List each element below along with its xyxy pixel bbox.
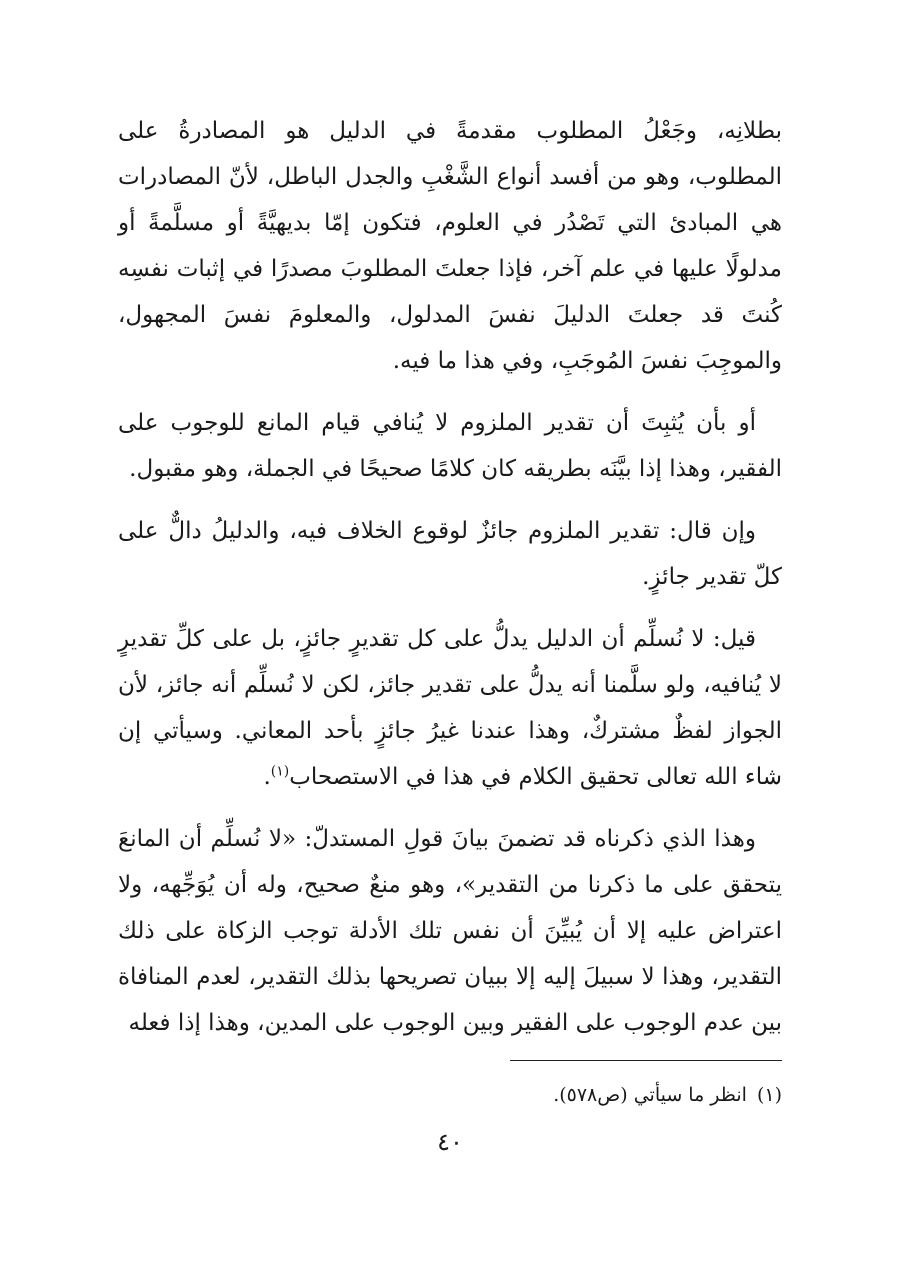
paragraph-4-end: . (263, 764, 271, 790)
paragraph-5: وهذا الذي ذكرناه قد تضمنَ بيانَ قولِ المستدلّ: «لا نُسلِّم أن المانعَ يتحقق على ما ذكرنا من التقدير»، وهو منعٌ صحيح، وله أن يُوَجِّهه، ولا اعتراض عليه إلا أن يُبيِّنَ أن نفس تلك الأدلة توجب الزكاة على ذلك التقدير، وهذا لا سبيلَ إليه إلا ببيان تصريحها بذلك التقدير، لعدم المنافاة بين عدم الوجوب على الفقير وبين الوجوب على المدين، وهذا إذا فعله (118, 826, 782, 1036)
paragraph-4 (118, 616, 782, 800)
footnote-divider (510, 1060, 782, 1061)
page-number: ٤٠ (437, 1128, 463, 1156)
paragraph-3: وإن قال: تقدير الملزوم جائزٌ لوقوع الخلاف فيه، والدليلُ دالٌّ على كلّ تقدير جائزٍ. (118, 518, 782, 590)
footnote-text: انظر ما سيأتي (ص٥٧٨). (553, 1084, 747, 1106)
footnote-reference[interactable]: (١) (270, 763, 290, 780)
footnote-number: (١) (756, 1084, 782, 1106)
footnote (118, 1078, 782, 1112)
main-text (118, 108, 782, 1062)
paragraph-2: أو بأن يُثبِتَ أن تقدير الملزوم لا يُنافي قيام المانع للوجوب على الفقير، وهذا إذا بيَّنَه بطريقه كان كلامًا صحيحًا في الجملة، وهو مقبول. (118, 410, 782, 482)
paragraph-1: بطلانِه، وجَعْلُ المطلوب مقدمةً في الدليل هو المصادرةُ على المطلوب، وهو من أفسد أنواع الشَّغْبِ والجدل الباطل، لأنّ المصادرات هي المبادئ التي تَصْدُر في العلوم، فتكون إمّا بديهيَّةً أو مسلَّمةً أو مدلولًا عليها في علم آخر، فإذا جعلتَ المطلوبَ مصدرًا في إثبات نفسِه كُنتَ قد جعلتَ الدليلَ نفسَ المدلول، والمعلومَ نفسَ المجهول، والموجِبَ نفسَ المُوجَبِ، وفي هذا ما فيه. (118, 118, 782, 374)
paragraph-4-text: قيل: لا نُسلِّم أن الدليل يدلُّ على كل تقديرٍ جائزٍ، بل على كلِّ تقديرٍ لا يُنافيه، ولو سلَّمنا أنه يدلُّ على تقدير جائز، لكن لا نُسلِّم أنه جائز، لأن الجواز لفظٌ مشتركٌ، وهذا عندنا غيرُ جائزٍ بأحد المعاني. وسيأتي إن شاء الله تعالى تحقيق الكلام في هذا في الاستصحاب (118, 626, 782, 790)
